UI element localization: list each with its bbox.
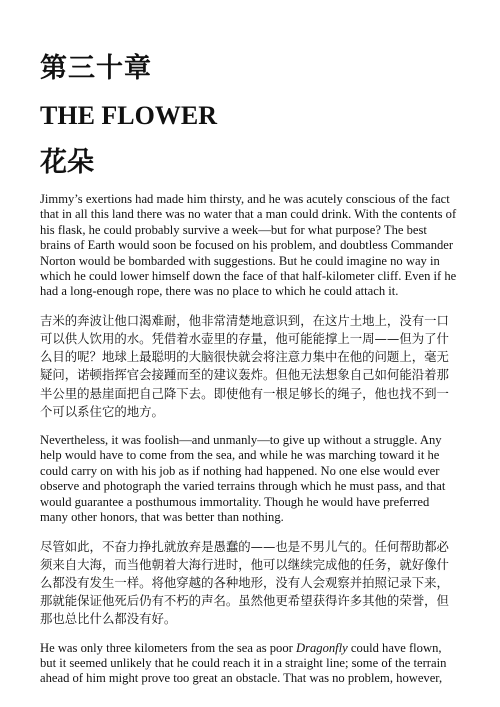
chapter-title-cn: 花朵 bbox=[40, 147, 94, 178]
ship-name-dragonfly: Dragonfly bbox=[296, 640, 348, 655]
paragraph-2-en: Nevertheless, it was foolish—and unmanly—to give up without a struggle. Any help would have to come from the sea, and while he was marching toward it he could carry on with his job as if nothing had happened. No one else would ever observe and photograph the varied terrains through which he must pass, and that would guarantee a posthumous immortality. Though he would have preferred many other honors, that was better than nothing. bbox=[40, 433, 446, 525]
chapter-body bbox=[40, 192, 460, 699]
paragraph-3-text-after: could have flown, but it seemed unlikely that he could reach it in a straight line; some of the terrain ahead of him might prove too great an obstacle. That was no problem, however, bbox=[40, 640, 447, 686]
chapter-title-en: THE FLOWER bbox=[40, 101, 217, 130]
chapter-number-cn: 第三十章 bbox=[40, 53, 152, 84]
paragraph-3-en bbox=[40, 641, 460, 687]
paragraph-1-cn: 吉米的奔波让他口渴难耐，他非常清楚地意识到，在这片土地上，没有一口可以供人饮用的水。凭借着水壶里的存量，他可能能撑上一周——但为了什么目的呢？地球上最聪明的大脑很快就会将注意力集中在他的问题上，毫无疑问，诺顿指挥官会接踵而至的建议轰炸。但他无法想象自己如何能沿着那半公里的悬崖面把自己降下去。即使他有一根足够长的绳子，他也找不到一个可以系住它的地方。 bbox=[40, 312, 449, 419]
paragraph-3-text-before: He was only three kilometers from the sea as poor bbox=[40, 640, 296, 655]
paragraph-2-cn: 尽管如此，不奋力挣扎就放弃是愚蠢的——也是不男儿气的。任何帮助都必须来自大海，而当他朝着大海行进时，他可以继续完成他的任务，就好像什么都没有发生一样。将他穿越的各种地形，没有人会观察并拍照记录下来，那就能保证他死后仍有不朽的声名。虽然他更希望获得许多其他的荣誉，但那也总比什么都没有好。 bbox=[40, 538, 449, 627]
paragraph-1-en: Jimmy’s exertions had made him thirsty, and he was acutely conscious of the fact that in all this land there was no water that a man could drink. With the contents of his flask, he could probably survive a week—but for what purpose? The best brains of Earth would soon be focused on his problem, and doubtless Commander Norton would be bombarded with suggestions. But he could imagine no way in which he could lower himself down the face of that half-kilometer cliff. Even if he had a long-enough rope, there was no place to which he could attach it. bbox=[40, 192, 457, 299]
